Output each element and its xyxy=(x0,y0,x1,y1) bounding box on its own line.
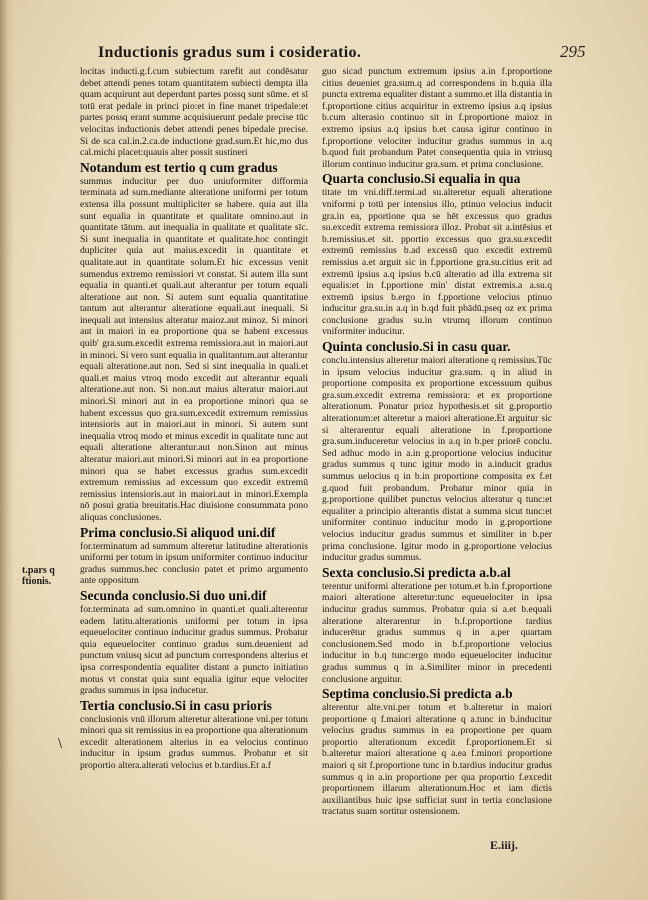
right-paragraph-2: titate tm vni.diff.termi.ad su.alteretur equali alteratione vniformi p totū per intensius illo, ptinuo velocius inducit gra.in ea, pportione qua se hēt excessus quo gradus su.excedit extrema remissiora illoz. Probat sit a.intēsius et b.remissius.et sit. pportio excessus quo gra.su.excedit extremū remissius b.ad excessū quo excedit extremū remissius a.et arguit sic in f.pportione gra.su.citius erit ad extremū ipsius a.q ipsius b.cū alteratio ad illa extrema sit equalis:et in f.pportione min' distat extremis.a a.su.q extremū ipsius b.ergo in f.pportione velocius ptinuo inducitur gra.su.in a.q in b.qd fuit pbādū.pseq oz ex prima conclusione gradus su.in vtrumq illorum continuo vniformiter inducitur. xyxy=(322,187,552,338)
folio-number: 295 xyxy=(560,42,586,61)
left-heading-secunda: Secunda conclusio.Si duo uni.dif xyxy=(80,587,267,603)
margin-note: t.pars q ftionis. xyxy=(22,565,55,587)
left-paragraph-3: for.terminatum ad summum alteretur latitudine alterationis uniformi per totum in ipsum uniformiter continuo inducitur gradus summus.hec conclusio patet et primo argumento ante oppositum xyxy=(80,540,308,587)
left-paragraph-1: locitas inducti.g.f.cum subiectum rarefit aut condēsatur debet attendi penes totam quantitatem subiecti dempta illa quam acquirunt aut deperdunt partes possq sunt sūme. et sī totū erat pedale in princi pio:et in fine manet tripedale:et partes possq erant summe acquisiuerunt pedale precise tūc velocitas inductionis debet attendi penes bipedale precise. Si de sca cal.in.2.ca.de inductione grad.sum.Et hic,mo dus cal.michi placet:quauis alter possit sustineri xyxy=(80,66,308,159)
margin-tick-mark: \ xyxy=(58,736,63,750)
right-heading-quarta: Quarta conclusio.Si equalia in qua xyxy=(322,171,521,187)
right-paragraph-4: terentur uniformi alteratione per totum.et b.in f.proportione maiori alteratione alteretur:tunc equeuelociter in ipsa inducitur gradus summus. Probatur quia si a.et b.equali alteratione alterarentur in b.f.proportione tardius inducerētur gradus summus q in a.per quartam conclusionem.Sed modo in b.f.proportione velocius inducitur in b.q tunc:ergo modo equeuelociter inducitur gradus summus q in a.Similiter minor in precedenti conclusione arguitur. xyxy=(322,580,552,685)
left-heading-tertia: Tertia conclusio.Si in casu prioris xyxy=(80,697,272,713)
signature-mark: E.iiij. xyxy=(490,838,519,852)
right-heading-septima: Septima conclusio.Si predicta a.b xyxy=(322,686,513,702)
right-paragraph-3: conclu.intensius alteretur maiori alteratione q remissius.Tūc in ipsum velocius inducitur gra.sum. q in aliud in proportione composita ex proportione excessuum quibus gra.sum.excedit extrema remissiora: et ex proportione alterationum. Ponatur prioz hypothesis.et sit g.proportio alterationum:et alteretur a maiori alteratione.Et arguitur sic si alterarentur equali alteratione in f.proportione gra.sum.induceretur velocius in a.q in b.per priorē conclu. Sed adhuc modo in a.in g.proportione velocius inducitur gradus summus q tunc igitur modo in a.inducit gradus summus uelocius q in b.in proportione composita ex f.et g.quod fuit probandum. Probatur minor quia in g.proportione quilibet punctus velocius alteratur q tunc:et equaliter a principio alterantis distat a summa sicut tunc:et uniformiter continuo inducitur modo in g.proportione velocius inducitur gradus summus et similiter in b.per prima conclusione. Igitur modo in g.proportione velocius inducitur gradus summus. xyxy=(322,355,552,564)
right-heading-sexta: Sexta conclusio.Si predicta a.b.al xyxy=(322,564,511,580)
left-heading-notandum: Notandum est tertio q cum gradus xyxy=(80,159,278,175)
right-paragraph-5: alterentur alte.vni.per totum et b.alteretur in maiori proportione q f.maiori alteratione q a.tunc in b.inducitur velocius gradus summus in ea proportione per quam proportio alterationum excedit f.proportionem.Et si b.alteretur maiori alteratione q a.ea f.minori proportione maiori q sit f.proportione tunc in b.tardius inducitur gradus summus q in a.in proportione per qua proportio f.excedit proportionem illarum alterationum.Hoc et iam dictis auxiliantibus huic ipse sufficiat sunt in tertia conclusione tractatus suam sortitur ostensionem. xyxy=(322,702,552,818)
left-paragraph-4: for.terminata ad sum.omnino in quanti.et quali.alterentur eadem latitu.alterationis uniformi per totum in ipsa equeuelociter continuo inducitur gradus summus. Probatur quia equeuelociter continuo gradus sum.deuenient ad punctum vniusq sicut ad punctum correspondens alterius et ipsa correspondentia equaliter distant a puncto initiatiuo motus vt constat quia sunt equalia igitur eque velociter gradus summus in ipsa inducetur. xyxy=(80,603,308,697)
left-paragraph-5: conclusionis vnū illorum alteretur alteratione vni.per totum minori qua sit remissius in ea proportione qua alterationum excedit alterationem alterius in ea velocius continuo inducitur in ipsum gradus summus. Probatur et sit proportio altera.alterati velocius et b.tardius.Et a.f xyxy=(80,713,308,772)
left-heading-prima: Prima conclusio.Si aliquod uni.dif xyxy=(80,524,276,540)
right-heading-quinta: Quinta conclusio.Si in casu quar. xyxy=(322,339,511,355)
right-paragraph-1: guo sicad punctum extremum ipsius a.in f.proportione citius deueniet gra.sum.q ad correspondens in b.quia illa puncta extrema equaliter distant a summo.et illa distantia in f.proportione citius acquiritur in extremo ipsius a.q ipsius b.cum alterasio continuo sit in f.proportione maioz in extremo ipsius a.q ipsius b.et causa igitur continuo in f.proportione velociter inducitur gradus summus in a.q b.quod fuit probandum Patet consequentia quia in vtriusq illorum continuo inducitur gra.sum. et prima conclusione. xyxy=(322,66,552,170)
running-header: Inductionis gradus sum i cosideratio. xyxy=(98,44,362,61)
right-column xyxy=(322,66,552,826)
left-paragraph-2: summus inducitur per duo uniuformiter difformia terminata ad sum.mediante alteratione uniformi per totum extensa illa possunt multipliciter se habere. quia aut illa sunt equalia in quantitate et qualitate omnino.aut in quantitate tātum. aut inequalia in qualitate et qualitate sīc. Si sunt inequalia in quantitate et qualitate.hoc contingit dupliciter quia aut maius.excedit in quantitate et qualitate.aut in quantitate solum.Et hic excessus venit sumendus extremo remissiori vt constat. Si autem illa sunt equalia in quanti.et quali.aut alterantur per totum equali alteratione aut non. Si autem sunt equalia quantitatiue tantum aut alterantur alteratione equali.aut inequali. Si inequali aut intensius alteratur maioz.aut minoz. Si minori aut in maiori in ea proportione qua se habent excessus quib' gra.sum.excedit extrema remissiora.aut in maiori.aut in minori. Si vero sunt equalia in qualitantum.aut alterantur equali alteratione.aut non. Sed si sint inequalia in quali.et quali.et maius vtroq modo excedit aut alterantur equali alteratione.aut non. Si non.aut maius alteratur maiori.aut minori.Si minori aut in ea proportione minori qua se habent excessus quo gra.sum.excedit extremum remissius intensioris aut in maiori.aut in minori. Si autem sunt inequalia vtroq modo et minus excedit in qualitate tunc aut equali alteratione alterantur.aut non.Sinon aut minus alteratur maiori.aut minori.Si minori aut in ea proportione minori qua se habet excessus gradus sum.excedit extremum remissius ad excessum quo excedit extremū remissius intensioris.aut in maiori.aut in minori.Exempla nō posui gratia breuitatis.Hac diuisione consummata pono aliquas conclusiones. xyxy=(80,175,308,523)
left-column xyxy=(80,66,308,814)
